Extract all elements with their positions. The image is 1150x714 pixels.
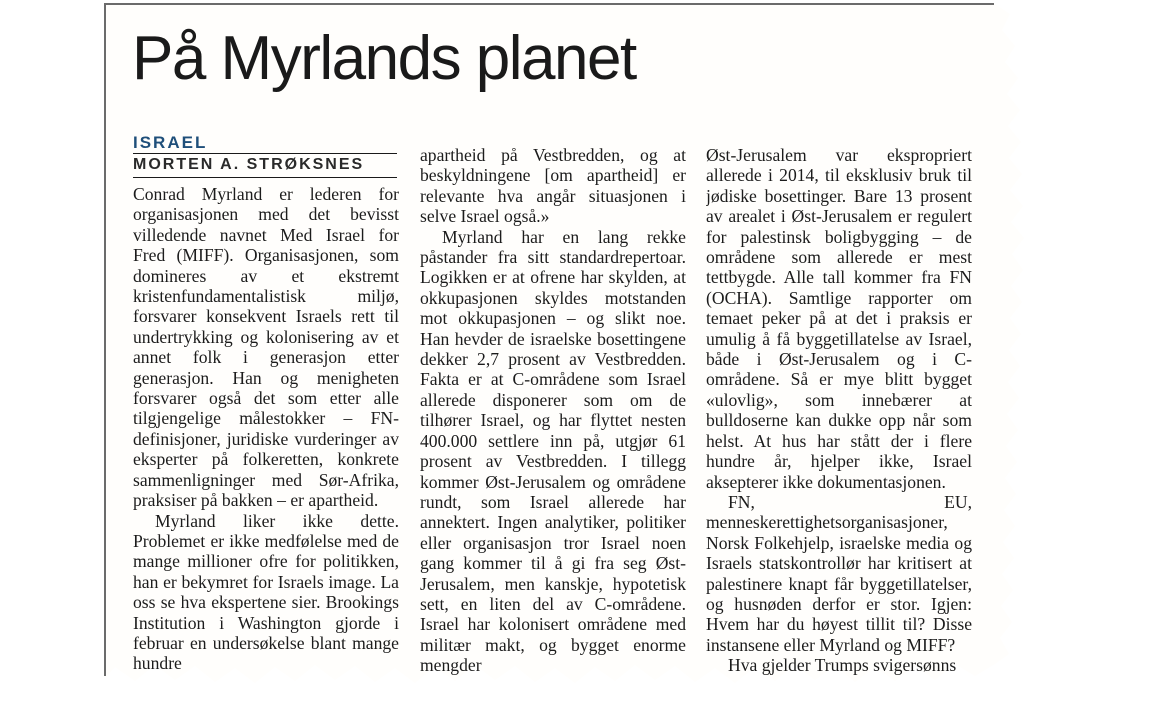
article-column-3 — [706, 145, 972, 676]
clipping-border-top — [104, 3, 994, 5]
paragraph: Hva gjelder Trumps svigersønns — [728, 655, 957, 676]
paragraph: Conrad Myrland er lederen for organisasjonen med det bevisst villedende navnet Med Israel for Fred (MIFF). Organisasjonen, som domineres av et ekstremt kristenfundamentalistisk miljø, forsvarer konsekvent Israels rett til undertrykking og kolonisering av et annet folk i generasjon etter generasjon. Han og menigheten forsvarer også det som etter alle tilgjengelige målestokker – FN-definisjoner, juridiske vurderinger av eksperter på folkeretten, konkrete sammenligninger med Sør-Afrika, praksiser på bakken – er apartheid. — [133, 184, 399, 511]
byline-rule — [133, 177, 397, 178]
clipping-border-left — [104, 4, 106, 676]
paragraph: Myrland liker ikke dette. Problemet er ikke medfølelse med de mange millioner ofre for politikken, han er bekymret for Israels image. La oss se hva ekspertene sier. Brookings Institution i Washington gjorde i februar en undersøkelse blant mange hundre — [133, 510, 399, 674]
byline: MORTEN A. STRØKSNES — [133, 156, 365, 173]
paragraph: FN, EU, menneskerettighetsorganisasjoner, Norsk Folkehjelp, israelske media og Israels statskontrollør har kritisert at palestinere knapt får byggetillatelser, og husnøden derfor er stor. Igjen: Hvem har du høyest tillit til? Disse instansene eller Myrland og MIFF? — [706, 491, 972, 655]
kicker-label: ISRAEL — [133, 133, 208, 152]
headline: På Myrlands planet — [132, 24, 636, 93]
article-column-2 — [420, 145, 686, 676]
kicker-rule — [133, 153, 397, 154]
paragraph: apartheid på Vestbredden, og at beskyldningene [om apartheid] er relevante hva angår situasjonen i selve Israel også.» — [420, 145, 686, 227]
paragraph: Øst-Jerusalem var ekspropriert allerede i 2014, til eksklusiv bruk til jødiske bosettinger. Bare 13 prosent av arealet i Øst-Jerusalem er regulert for palestinsk boligbygging – de områdene som allerede er mest tettbygde. Alle tall kommer fra FN (OCHA). Samtlige rapporter om temaet peker på at det i praksis er umulig å få byggetillatelse av Israel, både i Øst-Jerusalem og i C-områdene. Så er mye blitt bygget «ulovlig», som innebærer at bulldoserne kan dukke opp når som helst. At hus har stått der i flere hundre år, hjelper ikke, Israel aksepterer ikke dokumentasjonen. — [706, 145, 972, 492]
article-column-1 — [133, 184, 399, 676]
paragraph: Myrland har en lang rekke påstander fra sitt standardrepertoar. Logikken er at ofrene har skylden, at okkupasjonen skyldes motstanden mot okkupasjonen – og slikt noe. Han hevder de israelske bosettingene dekker 2,7 prosent av Vestbredden. Fakta er at C-områdene som Israel allerede disponerer som om de tilhører Israel, og har flyttet nesten 400.000 settlere inn på, utgjør 61 prosent av Vestbredden. I tillegg kommer Øst-Jerusalem og områdene rundt, som Israel allerede har annektert. Ingen analytiker, politiker eller organisasjon tror Israel noen gang kommer til å gi fra seg Øst-Jerusalem, men kanskje, hypotetisk sett, en liten del av C-områdene. Israel har kolonisert områdene med militær makt, og bygget enorme mengder — [420, 226, 686, 676]
